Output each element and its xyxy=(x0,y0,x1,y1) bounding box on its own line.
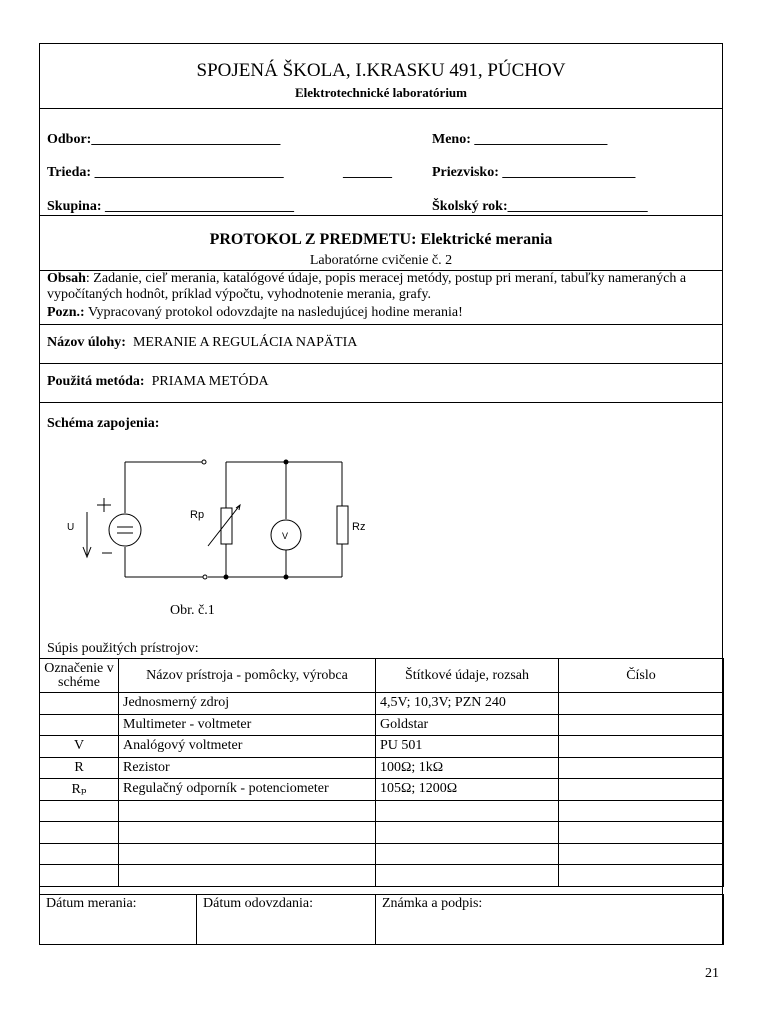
odbor-field[interactable]: Odbor:___________________________ xyxy=(47,132,281,147)
schema-label: Schéma zapojenia: xyxy=(47,416,160,431)
dc-source-symbol xyxy=(109,514,141,546)
circuit-diagram xyxy=(60,450,370,590)
cell-designation[interactable] xyxy=(40,714,119,736)
cell-rating[interactable] xyxy=(376,822,559,844)
rp-label: Rp xyxy=(190,509,205,521)
cell-rating[interactable]: 100Ω; 1kΩ xyxy=(376,757,559,779)
pozn-label: Pozn.: xyxy=(47,305,85,320)
cell-designation[interactable] xyxy=(40,865,119,887)
u-label: U xyxy=(67,522,75,533)
method-label: Použitá metóda: xyxy=(47,374,145,389)
v-label: V xyxy=(282,531,289,541)
obsah-label: Obsah xyxy=(47,271,86,286)
signature-table xyxy=(39,894,724,945)
pozn-text: Vypracovaný protokol odovzdajte na nasledujúcej hodine merania! xyxy=(84,305,463,320)
priezvisko-field[interactable]: Priezvisko: ___________________ xyxy=(432,165,636,180)
cell-number[interactable] xyxy=(559,714,724,736)
cell-rating[interactable] xyxy=(376,865,559,887)
cell-designation[interactable]: R xyxy=(40,757,119,779)
table-row xyxy=(40,843,724,865)
task-value: MERANIE A REGULÁCIA NAPÄTIA xyxy=(132,335,358,350)
task-label: Názov úlohy: xyxy=(47,335,126,350)
cell-rating[interactable]: PU 501 xyxy=(376,736,559,758)
measurement-date-cell[interactable]: Dátum merania: xyxy=(40,895,197,945)
cell-name[interactable]: Multimeter - voltmeter xyxy=(119,714,376,736)
exercise-number: Laboratórne cvičenie č. 2 xyxy=(309,253,453,268)
grade-signature-cell[interactable]: Známka a podpis: xyxy=(376,895,724,945)
cell-designation[interactable] xyxy=(40,800,119,822)
resistor-rz-symbol xyxy=(337,506,348,544)
protocol-title xyxy=(39,231,723,249)
cell-rating[interactable] xyxy=(376,800,559,822)
divider xyxy=(39,324,723,325)
cell-name[interactable] xyxy=(119,800,376,822)
table-row xyxy=(40,736,724,758)
cell-rating[interactable]: 105Ω; 1200Ω xyxy=(376,779,559,801)
trieda-field[interactable]: Trieda: ___________________________ xyxy=(47,165,284,180)
cell-number[interactable] xyxy=(559,757,724,779)
task-row xyxy=(47,335,357,351)
cell-name[interactable] xyxy=(119,865,376,887)
cell-name[interactable]: Analógový voltmeter xyxy=(119,736,376,758)
method-row xyxy=(47,374,269,390)
table-row xyxy=(40,822,724,844)
table-row xyxy=(40,865,724,887)
protocol-title-prefix: PROTOKOL Z PREDMETU: xyxy=(209,231,417,248)
table-row xyxy=(40,779,724,801)
cell-number[interactable] xyxy=(559,800,724,822)
cell-name[interactable] xyxy=(119,843,376,865)
instruments-title: Súpis použitých prístrojov: xyxy=(47,641,199,656)
method-value: PRIAMA METÓDA xyxy=(151,374,269,389)
cell-number[interactable] xyxy=(559,736,724,758)
divider xyxy=(39,402,723,403)
table-header-row xyxy=(40,659,724,693)
figure-caption: Obr. č.1 xyxy=(170,603,215,618)
cell-name[interactable]: Jednosmerný zdroj xyxy=(119,693,376,715)
cell-number[interactable] xyxy=(559,843,724,865)
header-cell: Názov prístroja - pomôcky, výrobca xyxy=(119,659,376,693)
skupina-field[interactable]: Skupina: ___________________________ xyxy=(47,199,294,214)
header-cell: Označenie v schéme xyxy=(40,659,119,693)
protocol-subject: Elektrické merania xyxy=(420,231,553,248)
cell-rating[interactable] xyxy=(376,843,559,865)
cell-name[interactable] xyxy=(119,822,376,844)
cell-designation[interactable]: Rₚ xyxy=(40,779,119,801)
cell-number[interactable] xyxy=(559,779,724,801)
cell-name[interactable]: Rezistor xyxy=(119,757,376,779)
table-row xyxy=(40,693,724,715)
instruments-table xyxy=(39,658,724,887)
cell-designation[interactable] xyxy=(40,843,119,865)
table-row xyxy=(40,800,724,822)
trieda-extra-field[interactable]: _______ xyxy=(343,165,392,180)
obsah-paragraph xyxy=(47,271,717,303)
divider xyxy=(39,108,723,109)
cell-designation[interactable] xyxy=(40,822,119,844)
cell-designation[interactable] xyxy=(40,693,119,715)
cell-number[interactable] xyxy=(559,822,724,844)
header-cell: Štítkové údaje, rozsah xyxy=(376,659,559,693)
page-number: 21 xyxy=(705,966,719,981)
obsah-text: : Zadanie, cieľ merania, katalógové údaje, popis meracej metódy, postup pri meraní, tabuľky nameraných a vypočítaných hodnôt, príklad výpočtu, vyhodnotenie merania, grafy. xyxy=(47,271,687,302)
school-name: SPOJENÁ ŠKOLA, I.KRASKU 491, PÚCHOV xyxy=(196,60,566,81)
cell-name[interactable]: Regulačný odporník - potenciometer xyxy=(119,779,376,801)
pozn-paragraph xyxy=(47,305,717,321)
divider xyxy=(39,363,723,364)
meno-field[interactable]: Meno: ___________________ xyxy=(432,132,608,147)
table-row xyxy=(40,757,724,779)
cell-rating[interactable]: 4,5V; 10,3V; PZN 240 xyxy=(376,693,559,715)
potentiometer-symbol xyxy=(221,508,232,544)
cell-number[interactable] xyxy=(559,693,724,715)
cell-rating[interactable]: Goldstar xyxy=(376,714,559,736)
divider xyxy=(39,215,723,216)
rz-label: Rz xyxy=(352,521,366,533)
table-row xyxy=(40,714,724,736)
submission-date-cell[interactable]: Dátum odovzdania: xyxy=(197,895,376,945)
cell-number[interactable] xyxy=(559,865,724,887)
lab-name: Elektrotechnické laboratórium xyxy=(295,85,467,100)
cell-designation[interactable]: V xyxy=(40,736,119,758)
skolsky-rok-field[interactable]: Školský rok:____________________ xyxy=(432,199,648,214)
header-cell: Číslo xyxy=(559,659,724,693)
